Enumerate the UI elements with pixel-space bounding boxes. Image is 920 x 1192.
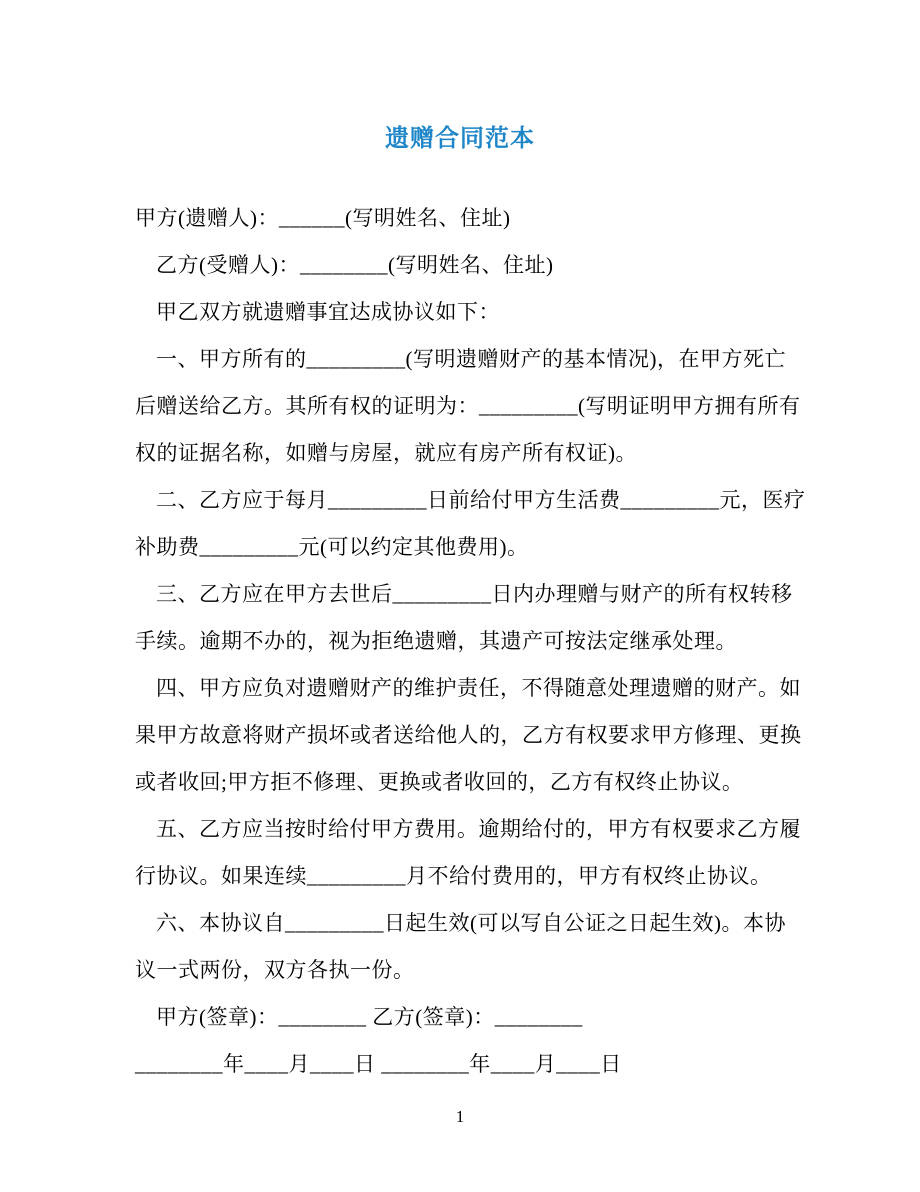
document-line: 手续。逾期不办的，视为拒绝遗赠，其遗产可按法定继承处理。 <box>135 629 737 653</box>
document-title: 遗赠合同范本 <box>385 126 535 152</box>
document-line: 六、本协议自_________日起生效(可以写自公证之日起生效)。本协 <box>156 911 786 935</box>
document-line: 果甲方故意将财产损坏或者送给他人的，乙方有权要求甲方修理、更换 <box>135 723 802 747</box>
document-line: 三、乙方应在甲方去世后_________日内办理赠与财产的所有权转移 <box>156 582 793 606</box>
document-line: 行协议。如果连续_________月不给付费用的，甲方有权终止协议。 <box>135 864 772 888</box>
document-line: 甲方(签章)：________ 乙方(签章)：________ <box>156 1005 583 1029</box>
document-line: 甲乙双方就遗赠事宜达成协议如下： <box>156 300 500 324</box>
document-line: 议一式两份，双方各执一份。 <box>135 958 415 982</box>
document-line: 乙方(受赠人)：________(写明姓名、住址) <box>156 253 554 277</box>
document-line: 补助费_________元(可以约定其他费用)。 <box>135 535 529 559</box>
document-line: 甲方(遗赠人)：______(写明姓名、住址) <box>135 206 511 230</box>
document-body <box>135 195 806 1088</box>
document-line: 或者收回;甲方拒不修理、更换或者收回的，乙方有权终止协议。 <box>135 770 744 794</box>
document-line: 权的证据名称，如赠与房屋，就应有房产所有权证)。 <box>135 441 637 465</box>
document-line: 四、甲方应负对遗赠财产的维护责任，不得随意处理遗赠的财产。如 <box>156 676 801 700</box>
document-line: 一、甲方所有的_________(写明遗赠财产的基本情况)，在甲方死亡 <box>156 347 786 371</box>
document-line: ________年____月____日 ________年____月____日 <box>135 1052 622 1076</box>
document-line: 后赠送给乙方。其所有权的证明为：_________(写明证明甲方拥有所有 <box>135 394 801 418</box>
document-line: 五、乙方应当按时给付甲方费用。逾期给付的，甲方有权要求乙方履 <box>156 817 801 841</box>
document-line: 二、乙方应于每月_________日前给付甲方生活费_________元，医疗 <box>156 488 806 512</box>
page-number: 1 <box>455 1107 465 1126</box>
